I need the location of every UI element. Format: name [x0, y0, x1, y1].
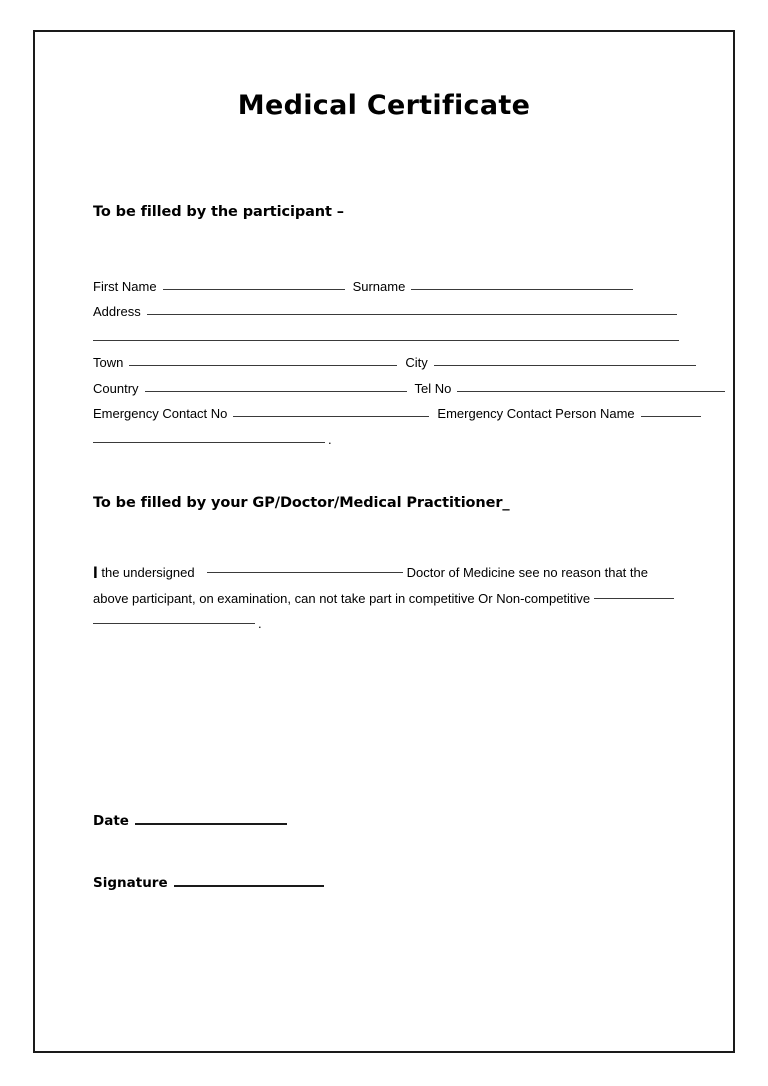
country-label: Country [93, 380, 139, 396]
signature-input-line[interactable] [174, 885, 324, 887]
field-row-emergency-contact [93, 396, 683, 422]
field-row-address [93, 294, 683, 320]
date-input-line[interactable] [135, 823, 287, 825]
page-border [33, 30, 735, 1053]
town-input-line[interactable] [129, 365, 397, 366]
field-row-address-continued [93, 319, 683, 345]
section-heading-participant: To be filled by the participant – [93, 204, 344, 220]
field-row-emergency-contact-continued [93, 421, 683, 447]
declaration-input-line-last[interactable] [93, 623, 255, 624]
emergency-contact-person-name-label: Emergency Contact Person Name [437, 406, 635, 421]
first-name-label: First Name [93, 278, 157, 294]
town-label: Town [93, 355, 124, 370]
signature-label: Signature [93, 875, 168, 891]
declaration-text-part-1: the undersigned [101, 565, 195, 580]
emergency-contact-no-input-line[interactable] [233, 416, 429, 417]
declaration-terminator: . [258, 616, 262, 631]
document-body [35, 32, 733, 1051]
address-label: Address [93, 304, 141, 319]
address-input-line-1[interactable] [147, 314, 677, 315]
declaration-input-line-tail[interactable] [594, 598, 674, 599]
page-title: Medical Certificate [237, 90, 531, 121]
surname-label: Surname [352, 278, 406, 294]
declaration-lead-initial: I [93, 563, 98, 582]
surname-input-line[interactable] [411, 289, 633, 290]
signature-field [93, 875, 324, 891]
country-input-line[interactable] [145, 391, 407, 392]
emergency-contact-person-name-input-line[interactable] [641, 416, 701, 417]
section-heading-practitioner: To be filled by your GP/Doctor/Medical Practitioner_ [93, 495, 510, 511]
declaration-text-part-2: Doctor of Medicine see no reason that the above participant, on examination, can not take part in competitive Or Non-competitive [93, 565, 648, 606]
tel-no-input-line[interactable] [457, 391, 725, 392]
field-row-town-city [93, 345, 683, 371]
date-label: Date [93, 813, 129, 829]
doctor-name-input-line[interactable] [207, 572, 403, 573]
city-label: City [405, 355, 428, 370]
emergency-contact-terminator: . [328, 431, 332, 447]
city-input-line[interactable] [434, 365, 696, 366]
field-row-country-tel [93, 370, 683, 396]
field-row-name [93, 268, 683, 294]
tel-no-label: Tel No [414, 380, 452, 396]
date-field [93, 813, 287, 829]
emergency-contact-person-name-input-line-2[interactable] [93, 442, 325, 443]
address-input-line-2[interactable] [93, 340, 679, 341]
participant-fields [93, 268, 683, 447]
emergency-contact-no-label: Emergency Contact No [93, 406, 228, 421]
declaration-paragraph [93, 560, 683, 637]
first-name-input-line[interactable] [163, 289, 345, 290]
